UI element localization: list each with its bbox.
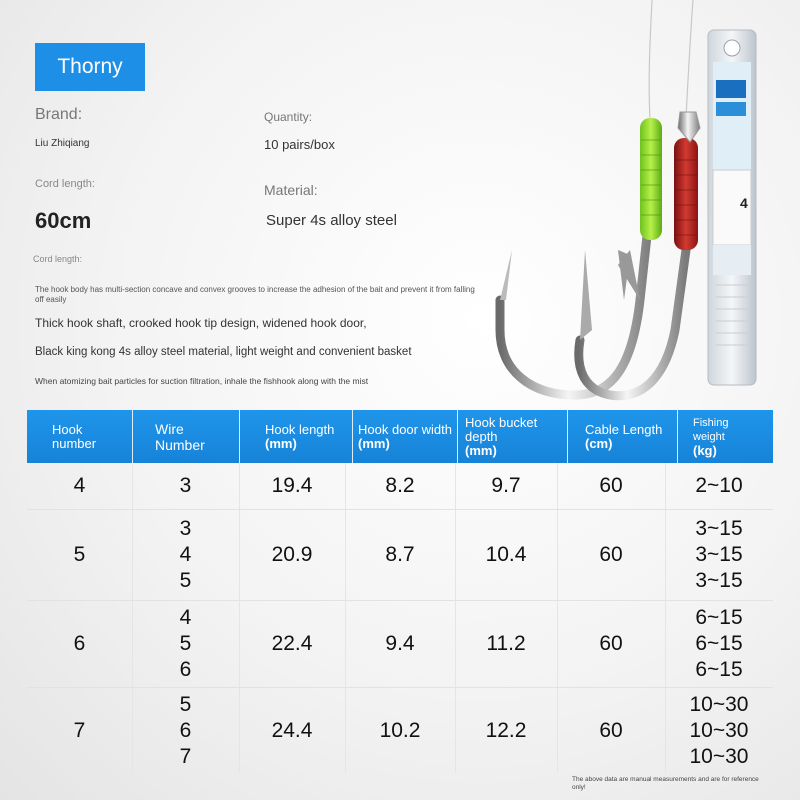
header-hook-door-width bbox=[358, 410, 453, 463]
weight-value: 10~30 bbox=[689, 718, 749, 742]
cell-hook-length: 22.4 bbox=[271, 632, 313, 655]
cell-hook-length: 20.9 bbox=[271, 543, 313, 566]
wire-value: 7 bbox=[179, 744, 192, 768]
weight-value: 2~10 bbox=[695, 474, 743, 497]
cell-fishing-weight bbox=[665, 688, 773, 773]
header-fishing-weight bbox=[693, 410, 763, 463]
cell-hook-number: 5 bbox=[73, 543, 86, 566]
cell-wire-number bbox=[132, 510, 239, 600]
footnote: The above data are manual measurements and are for reference only! bbox=[572, 776, 759, 791]
brand-value: Liu Zhiqiang bbox=[35, 138, 90, 149]
wire-value: 3 bbox=[179, 474, 192, 497]
material-value: Super 4s alloy steel bbox=[266, 212, 397, 229]
wire-value: 5 bbox=[179, 632, 192, 655]
wire-value: 6 bbox=[179, 718, 192, 742]
wire-value: 3 bbox=[179, 517, 192, 540]
header-cable-length bbox=[585, 410, 665, 463]
wire-value: 5 bbox=[179, 692, 192, 716]
wire-value: 4 bbox=[179, 606, 192, 629]
feature-text-4: When atomizing bait particles for suction filtration, inhale the fishhook along with the mist bbox=[35, 376, 369, 386]
cell-hook-number: 6 bbox=[73, 632, 86, 655]
table-row bbox=[27, 601, 773, 687]
wire-value: 5 bbox=[179, 569, 192, 592]
cell-wire-number bbox=[132, 688, 239, 773]
cord-length-label: Cord length: bbox=[35, 178, 95, 190]
weight-value: 6~15 bbox=[695, 606, 743, 629]
table-row bbox=[27, 688, 773, 773]
weight-value: 3~15 bbox=[695, 517, 743, 540]
feature-text-2: Thick hook shaft, crooked hook tip design, widened hook door, bbox=[35, 316, 367, 330]
cord-length-value: 60cm bbox=[35, 208, 92, 233]
feature-text-3: Black king kong 4s alloy steel material, light weight and convenient basket bbox=[35, 346, 412, 358]
wire-value: 4 bbox=[179, 543, 192, 566]
header-unit: (mm) bbox=[358, 435, 390, 451]
cell-hook-length: 19.4 bbox=[271, 474, 313, 497]
cell-door-width: 8.7 bbox=[385, 543, 415, 566]
cell-door-width: 8.2 bbox=[385, 474, 415, 497]
header-unit: (mm) bbox=[465, 442, 497, 458]
header-label: Hook door width bbox=[358, 421, 452, 437]
cell-cable-length: 60 bbox=[599, 543, 623, 566]
quantity-label: Quantity: bbox=[264, 110, 313, 124]
cell-bucket-depth: 12.2 bbox=[485, 718, 527, 742]
header-label: Cable Length bbox=[585, 421, 663, 437]
header-label: Hook number bbox=[52, 421, 97, 451]
cord-length-label-2: Cord length: bbox=[33, 254, 83, 264]
weight-value: 6~15 bbox=[695, 632, 743, 655]
header-label: Hook bucket depth bbox=[465, 414, 538, 444]
feature-text-1: The hook body has multi-section concave and convex grooves to increase the adhesion of the bait and prevent it from falling off easily bbox=[35, 285, 475, 304]
header-label: Hook length bbox=[265, 421, 335, 437]
material-label: Material: bbox=[264, 182, 318, 198]
cell-bucket-depth: 9.7 bbox=[491, 474, 521, 497]
table-row bbox=[27, 510, 773, 600]
header-label: Wire Number bbox=[155, 420, 205, 453]
weight-value: 10~30 bbox=[689, 744, 749, 768]
header-unit: (mm) bbox=[265, 435, 297, 451]
cell-bucket-depth: 10.4 bbox=[485, 543, 527, 566]
cell-bucket-depth: 11.2 bbox=[486, 632, 526, 655]
cell-fishing-weight bbox=[665, 463, 773, 509]
cell-cable-length: 60 bbox=[599, 474, 623, 497]
cell-wire-number bbox=[132, 601, 239, 687]
cell-cable-length: 60 bbox=[599, 632, 623, 655]
header-unit: (cm) bbox=[585, 435, 613, 451]
cell-fishing-weight bbox=[665, 510, 773, 600]
weight-value: 3~15 bbox=[695, 569, 743, 592]
cell-wire-number bbox=[132, 463, 239, 509]
cell-cable-length: 60 bbox=[599, 718, 623, 742]
table-row bbox=[27, 463, 773, 509]
cell-door-width: 9.4 bbox=[385, 632, 415, 655]
wire-value: 6 bbox=[179, 658, 192, 681]
header-hook-bucket-depth bbox=[465, 410, 565, 463]
header-unit: (kg) bbox=[693, 442, 717, 458]
cell-hook-number: 7 bbox=[73, 718, 86, 742]
header-hook-number bbox=[52, 410, 127, 463]
weight-value: 10~30 bbox=[689, 692, 749, 716]
cell-hook-number: 4 bbox=[73, 474, 86, 497]
header-wire-number bbox=[155, 410, 235, 463]
weight-value: 3~15 bbox=[695, 543, 743, 566]
header-hook-length bbox=[265, 410, 355, 463]
fishing-hook-image bbox=[470, 0, 800, 410]
cell-hook-length: 24.4 bbox=[271, 718, 313, 742]
spec-table-header bbox=[27, 410, 773, 463]
cell-fishing-weight bbox=[665, 601, 773, 687]
quantity-value: 10 pairs/box bbox=[264, 137, 335, 152]
header-label: Fishing weight bbox=[693, 416, 729, 443]
cell-door-width: 10.2 bbox=[379, 718, 421, 742]
brand-label: Brand: bbox=[35, 106, 83, 123]
product-type-badge: Thorny bbox=[35, 43, 145, 91]
package-size-text: 4 bbox=[740, 195, 748, 211]
spec-table-body bbox=[27, 463, 773, 773]
weight-value: 6~15 bbox=[695, 658, 743, 681]
